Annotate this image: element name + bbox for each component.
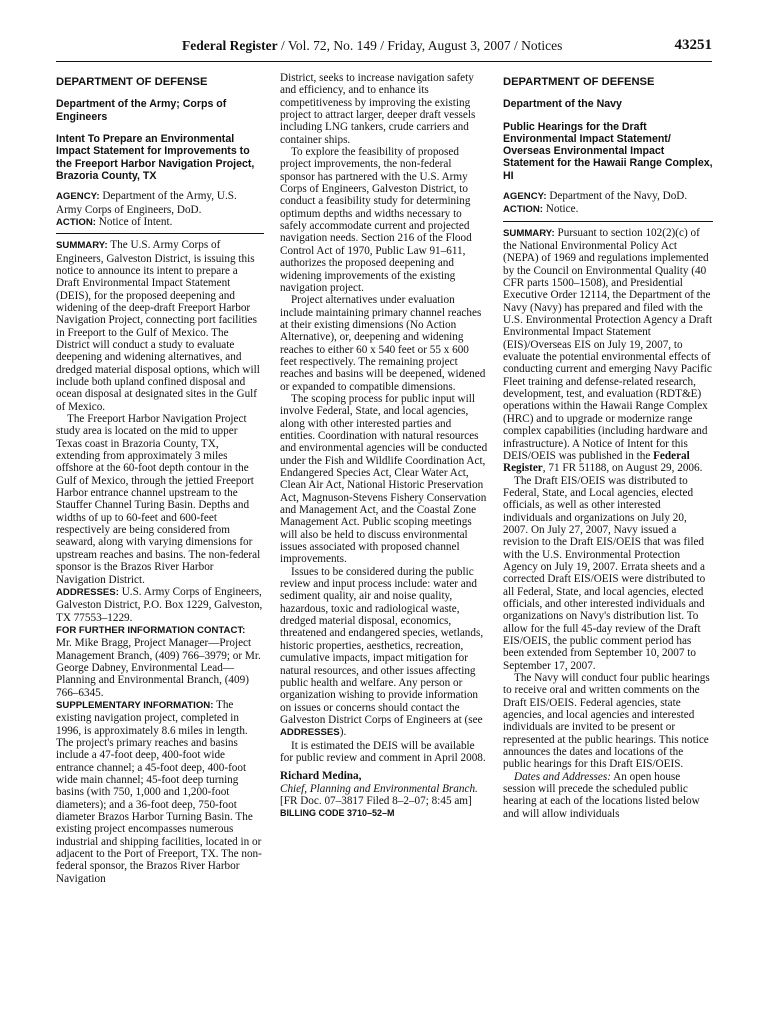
supplementary-text: The existing navigation project, completed in 1996, is approximately 8.6 miles in length. The project's primary reaches and basins include a 47-foot deep, 400-foot wide entrance channel; a 45-foot deep, 400-foot wide main channel; 45-foot deep turning basins (with 750, 1,000 and 1,200-foot diameters); and a 36-foot deep, 750-foot diameter Brazos Harbor Turning Basin. The existing project encompasses numerous industrial and shipping facilities, located in or adjacent to the Port of Freeport, TX. The non-federal sponsor, the Brazos River Harbor Navigation xyxy=(56,698,262,885)
notice1-agency xyxy=(56,190,264,216)
notice1-summary xyxy=(56,239,264,413)
notice2-agency xyxy=(503,190,713,203)
notice2-action xyxy=(503,203,713,216)
action-text: Notice. xyxy=(542,203,579,216)
notice2-hearings: The Navy will conduct four public hearings to receive oral and written comments on the Draft EIS/OEIS. Federal agencies, state agencies, and local agencies and interested individuals are invited to be present or represented at the public hearings. This notice announces the dates and locations of the public hearings for this Draft EIS/OEIS. xyxy=(503,672,710,771)
notice1-study-area: The Freeport Harbor Navigation Project study area is located on the mid to upper Texas coast in Brazoria County, TX, extending from approximately 3 miles offshore at the 60-foot depth contour in the Gulf of Mexico, through the jettied Freeport Harbor entrance channel upstream to the Stauffer Channel Turing Basin. Depths and widths of up to 60-feet and 600-feet respectively are being considered from seaward, along with varying dimensions for upstream reaches and basins. The non-federal sponsor is the Brazos River Harbor Navigation District. xyxy=(56,413,261,586)
notice2-dates-addresses xyxy=(503,771,713,820)
column-3 xyxy=(503,72,713,820)
column-2 xyxy=(280,72,488,820)
dates-text: An open house session will precede the scheduled public hearing at each of the locations listed below and will allow individuals xyxy=(503,770,700,820)
summary-end: , 71 FR 51188, on August 29, 2006. xyxy=(542,462,703,475)
addresses-text: U.S. Army Corps of Engineers, Galveston District, P.O. Box 1229, Galveston, TX 77553–1229. xyxy=(56,585,263,624)
section-rule xyxy=(56,233,264,234)
issues-addresses-ref: ADDRESSES xyxy=(280,727,340,739)
action-text: Notice of Intent. xyxy=(95,215,173,228)
signer-name: Richard Medina, xyxy=(280,770,362,783)
running-head xyxy=(56,38,712,60)
notice1-alternatives: Project alternatives under evaluation include maintaining primary channel reaches at their existing dimensions (No Action Alternative), or, deepening and widening reaches to either 60 x 540 feet or 55 x 600 feet respectively. The remaining project reaches and basins will be deepened, widened or expanded to compatible dimensions. xyxy=(280,294,486,393)
notice1-title: Intent To Prepare an Environmental Impact Statement for Improvements to the Freeport Harbor Navigation Project, Brazoria County, TX xyxy=(56,133,255,182)
issue-line xyxy=(182,38,562,54)
federal-register-ref: Federal Register xyxy=(503,449,690,475)
addresses-label: ADDRESSES: xyxy=(56,586,119,598)
notice1-continuation: District, seeks to increase navigation safety and efficiency, and to enhance its competitiveness by improving the existing project to attract larger, deeper draft vessels including LNG tankers, crude carriers and container ships. xyxy=(280,72,476,146)
summary-label: SUMMARY: xyxy=(56,240,108,252)
agency-label: AGENCY: xyxy=(56,191,100,203)
issues-end: ). xyxy=(339,726,347,739)
column-1 xyxy=(56,72,264,885)
summary-label: SUMMARY: xyxy=(503,227,555,239)
agency-text: Department of the Navy, DoD. xyxy=(546,189,688,202)
notice2-distributed: The Draft EIS/OEIS was distributed to Federal, State, and Local agencies, elected officials, as well as other interested individuals and organizations on July 20, 2007. On July 27, 2007, Navy issued a revision to the Draft EIS/OEIS that was filed with the U.S. Environmental Protection Agency on July 19, 2007. Errata sheets and a corrected Draft EIS/OEIS were distributed to all Federal, State, and local agencies, elected officials, and other interested individuals and organizations on Navy's distribution list. To allow for the full 45-day review of the Draft EIS/OEIS, the public comment period has been extended from September 10, 2007 to September 17, 2007. xyxy=(503,474,706,672)
summary-text: The U.S. Army Corps of Engineers, Galveston District, is issuing this notice to announce its intent to prepare a Draft Environmental Impact Statement (DEIS), for the proposed deepening and widening of the deep-draft Freeport Harbor Navigation Project, connecting port facilities in Freeport to the Gulf of Mexico. The District will conduct a study to evaluate deepening and widening alternatives, and dredged material disposal options, which will include both upland confined disposal and ocean disposal at designated sites in the Gulf of Mexico. xyxy=(56,239,260,413)
action-label: ACTION: xyxy=(56,216,96,228)
issues-text: Issues to be considered during the public review and input process include: water and sediment quality, air and noise quality, hazardous, toxic and radiological waste, dredged material disposal, economics, threatened and endangered species, wetlands, historic properties, aesthetics, recreation, cumulative impacts, impact mitigation for natural resources, and other issues affecting public health and welfare. Any person or organization wishing to provide information on issues or concerns should contact the Galveston District Corps of Engineers at (see xyxy=(280,565,484,726)
notice1-action xyxy=(56,216,264,229)
further-info-label: FOR FURTHER INFORMATION CONTACT: xyxy=(56,624,246,636)
notice1-further-info xyxy=(56,624,264,699)
notice2-sub-agency: Department of the Navy xyxy=(503,98,622,110)
journal-name: Federal Register xyxy=(182,38,278,53)
fr-doc-line: [FR Doc. 07–3817 Filed 8–2–07; 8:45 am] xyxy=(280,794,472,807)
summary-text: Pursuant to section 102(2)(c) of the National Environmental Policy Act (NEPA) of 1969 and regulations implemented by the Council on Environmental Quality (40 CFR parts 1500–1508), and Presidential Executive Order 12114, the Department of the Navy (Navy) has prepared and filed with the U.S. Environmental Protection Agency a Draft Environmental Impact Statement (EIS)/Overseas EIS on July 19, 2007, to evaluate the potential environmental effects of conducting current and emerging Navy Pacific Fleet training and defense-related research, development, test, and evaluation (RDT&E) operations within the Hawaii Range Complex (HRC) and to upgrade or modernize range complex capabilities (including hardware and infrastructure). A Notice of Intent for this DEIS/OEIS was published in the xyxy=(503,226,713,462)
supplementary-label: SUPPLEMENTARY INFORMATION: xyxy=(56,699,214,711)
notice1-department: DEPARTMENT OF DEFENSE xyxy=(56,76,208,88)
notice2-summary xyxy=(503,227,713,475)
notice1-issues xyxy=(280,566,488,740)
issue-details: / Vol. 72, No. 149 / Friday, August 3, 2007 / Notices xyxy=(277,38,563,53)
notice1-supplementary xyxy=(56,699,264,885)
action-label: ACTION: xyxy=(503,204,543,216)
notice1-addresses xyxy=(56,586,264,624)
signer-title: Chief, Planning and Environmental Branch. xyxy=(280,782,478,795)
billing-code: BILLING CODE 3710–52–M xyxy=(280,808,395,819)
notice2-department: DEPARTMENT OF DEFENSE xyxy=(503,76,655,88)
page-number: 43251 xyxy=(674,37,712,53)
header-rule xyxy=(56,61,712,62)
notice1-sub-agency: Department of the Army; Corps of Engineers xyxy=(56,98,227,123)
notice1-feasibility: To explore the feasibility of proposed project improvements, the non-federal sponsor has partnered with the U.S. Army Corps of Engineers, Galveston District, to conduct a feasibility study for determining optimum depths and widths necessary to safely accommodate current and projected navigation needs. Section 216 of the Flood Control Act of 1970, Public Law 91–611, authorizes the proposed deepening and widening improvements of the existing navigation project. xyxy=(280,146,472,294)
agency-text: Department of the Army, U.S. Army Corps of Engineers, DoD. xyxy=(56,190,237,216)
agency-label: AGENCY: xyxy=(503,190,547,202)
notice1-scoping: The scoping process for public input will involve Federal, State, and local agencies, along with other interested parties and entities. Coordination with natural resources and environmental agencies will be conducted under the Fish and Wildlife Coordination Act, Endangered Species Act, Clear Water Act, Clean Air Act, National Historic Preservation Act, Magnuson-Stevens Fishery Conservation and Management Act, and the Coastal Zone Management Act. Public scoping meetings will also be held to discuss environmental issues associated with proposed channel improvements. xyxy=(280,392,488,566)
notice1-estimate: It is estimated the DEIS will be available for public review and comment in April 2008. xyxy=(280,739,486,764)
section-rule xyxy=(503,221,713,222)
further-info-text: Mr. Mike Bragg, Project Manager—Project Management Branch, (409) 766–3979; or Mr. George Dabney, Environmental Lead—Planning and Environmental Branch, (409) 766–6345. xyxy=(56,637,261,699)
dates-label: Dates and Addresses: xyxy=(514,770,611,783)
notice2-title: Public Hearings for the Draft Environmental Impact Statement/ Overseas Environmental Impact Statement for the Hawaii Range Complex, HI xyxy=(503,120,713,182)
